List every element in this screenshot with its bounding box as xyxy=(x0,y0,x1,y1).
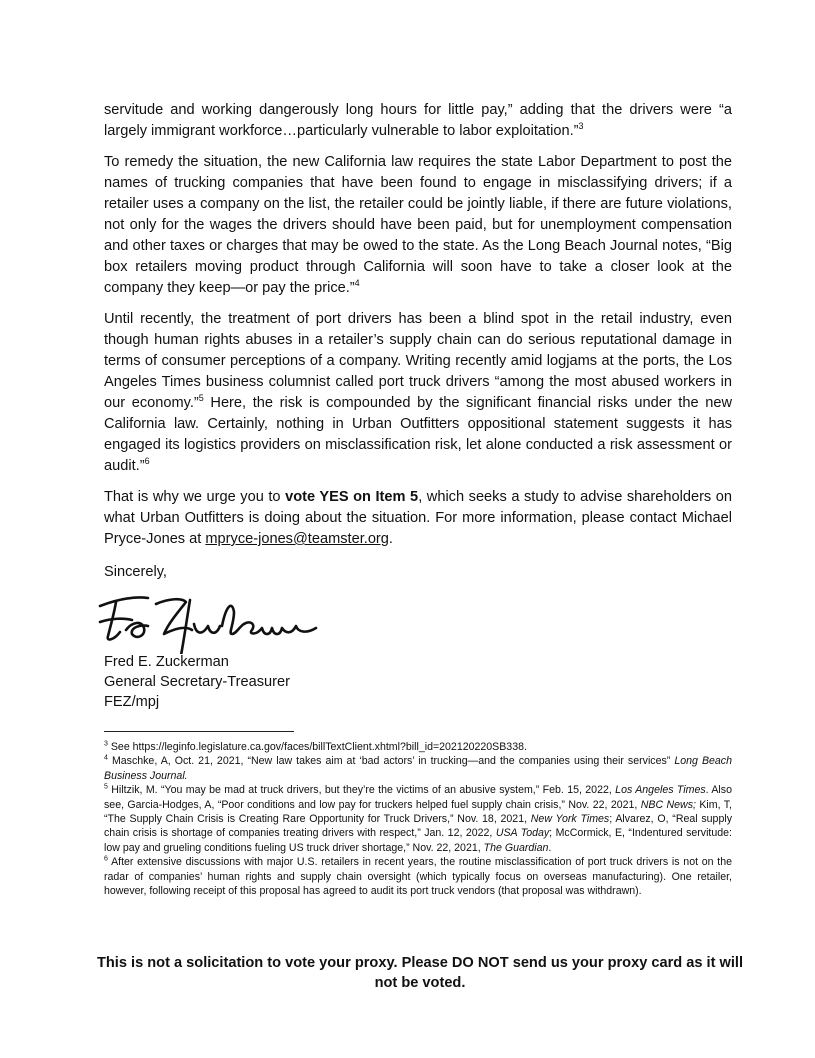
footnote-ref-6: 6 xyxy=(144,456,150,467)
footnote-ref-4: 4 xyxy=(354,278,360,289)
signer-initials: FEZ/mpj xyxy=(104,694,160,710)
signer-title: General Secretary-Treasurer xyxy=(104,674,290,690)
proxy-disclaimer xyxy=(60,953,780,993)
paragraph-3: Until recently, the treatment of port drivers has been a blind spot in the retail industry, even though human rights abuses in a retailer’s supply chain can do serious reputational damage in terms of consumer perceptions of a company. Writing recently amid logjams at the ports, the Los Angeles Times business columnist called port truck drivers “among the most abused workers in our economy.”$^5$ Here, the risk is compounded by the significant financial risks under the new California law. Certainly, nothing in Urban Outfitters oppositional statement suggests it has engaged its logistics providers on misclassification risk, let alone conducted a risk assessment or audit.”$^6$ xyxy=(104,311,732,474)
proxy-disclaimer-line-2: not be voted. xyxy=(374,975,466,991)
footnote-ref-5: 5 xyxy=(198,393,204,404)
proxy-disclaimer-line-1: This is not a solicitation to vote your proxy. Please DO NOT send us your proxy card as it will xyxy=(96,955,744,971)
paragraph-4: That is why we urge you to vote YES on Item 5, which seeks a study to advise shareholders on what Urban Outfitters is doing about the situation. For more information, please contact Michael Pryce-Jones at mpryce-jones@teamster.org. xyxy=(104,489,733,547)
footnotes xyxy=(104,740,732,898)
footnote-5: $^5$ Hiltzik, M. “You may be mad at truck drivers, but they’re the victims of an abusive system,” Feb. 15, 2022, Los Angeles Times. Also see, Garcia-Hodges, A, “Poor conditions and low pay for truckers helped fuel supply chain crisis,” Nov. 22, 2021, NBC News; Kim, T, “The Supply Chain Crisis is Creating Rare Opportunity for Truck Drivers,” Nov. 18, 2021, New York Times; Alvarez, O, “Real supply chain crisis is shortage of companies treating drivers with respect,” Jan. 12, 2022, USA Today; McCormick, E, “Indentured servitude: low pay and grueling conditions fueling US truck driver shortage,” Nov. 22, 2021, The Guardian. xyxy=(104,783,732,854)
closing-salutation: Sincerely, xyxy=(104,564,167,580)
footnote-6: $^6$ After extensive discussions with major U.S. retailers in recent years, the routine misclassification of port truck drivers is not on the radar of companies’ human rights and supply chain oversight (which typically focus on overseas manufacturing). One retailer, however, following receipt of this proposal has agreed to audit its port truck vendors (that proposal was withdrawn). xyxy=(104,855,732,898)
signer-name: Fred E. Zuckerman xyxy=(104,654,229,670)
contact-email-link[interactable]: mpryce-jones@teamster.org xyxy=(205,531,389,547)
vote-yes-emphasis: vote YES on Item 5 xyxy=(285,489,419,505)
footnote-3: $^3$ See https://leginfo.legislature.ca.gov/faces/billTextClient.xhtml?bill_id=202120220SB338. xyxy=(104,740,527,753)
letter-body xyxy=(104,100,732,560)
signature-block xyxy=(104,652,290,712)
footnote-4: $^4$ Maschke, A, Oct. 21, 2021, “New law takes aim at ‘bad actors’ in trucking—and the companies using their services” Long Beach Business Journal. xyxy=(104,754,732,782)
paragraph-1: servitude and working dangerously long hours for little pay,” adding that the drivers were “a largely immigrant workforce…particularly vulnerable to labor exploitation.”$^3$ xyxy=(104,102,732,139)
footnote-divider xyxy=(104,731,294,732)
handwritten-signature xyxy=(86,584,326,654)
footnote-ref-3: 3 xyxy=(578,121,584,132)
paragraph-2: To remedy the situation, the new California law requires the state Labor Department to post the names of trucking companies that have been found to engage in misclassifying drivers; if a retailer uses a company on the list, the retailer could be jointly liable, if there are future violations, not only for the wages the drivers should have been paid, but for unemployment compensation and other taxes or charges that may be owed to the state. As the Long Beach Journal notes, “Big box retailers moving product through California will soon have to take a closer look at the company they keep—or pay the price.”$^4$ xyxy=(104,154,732,296)
